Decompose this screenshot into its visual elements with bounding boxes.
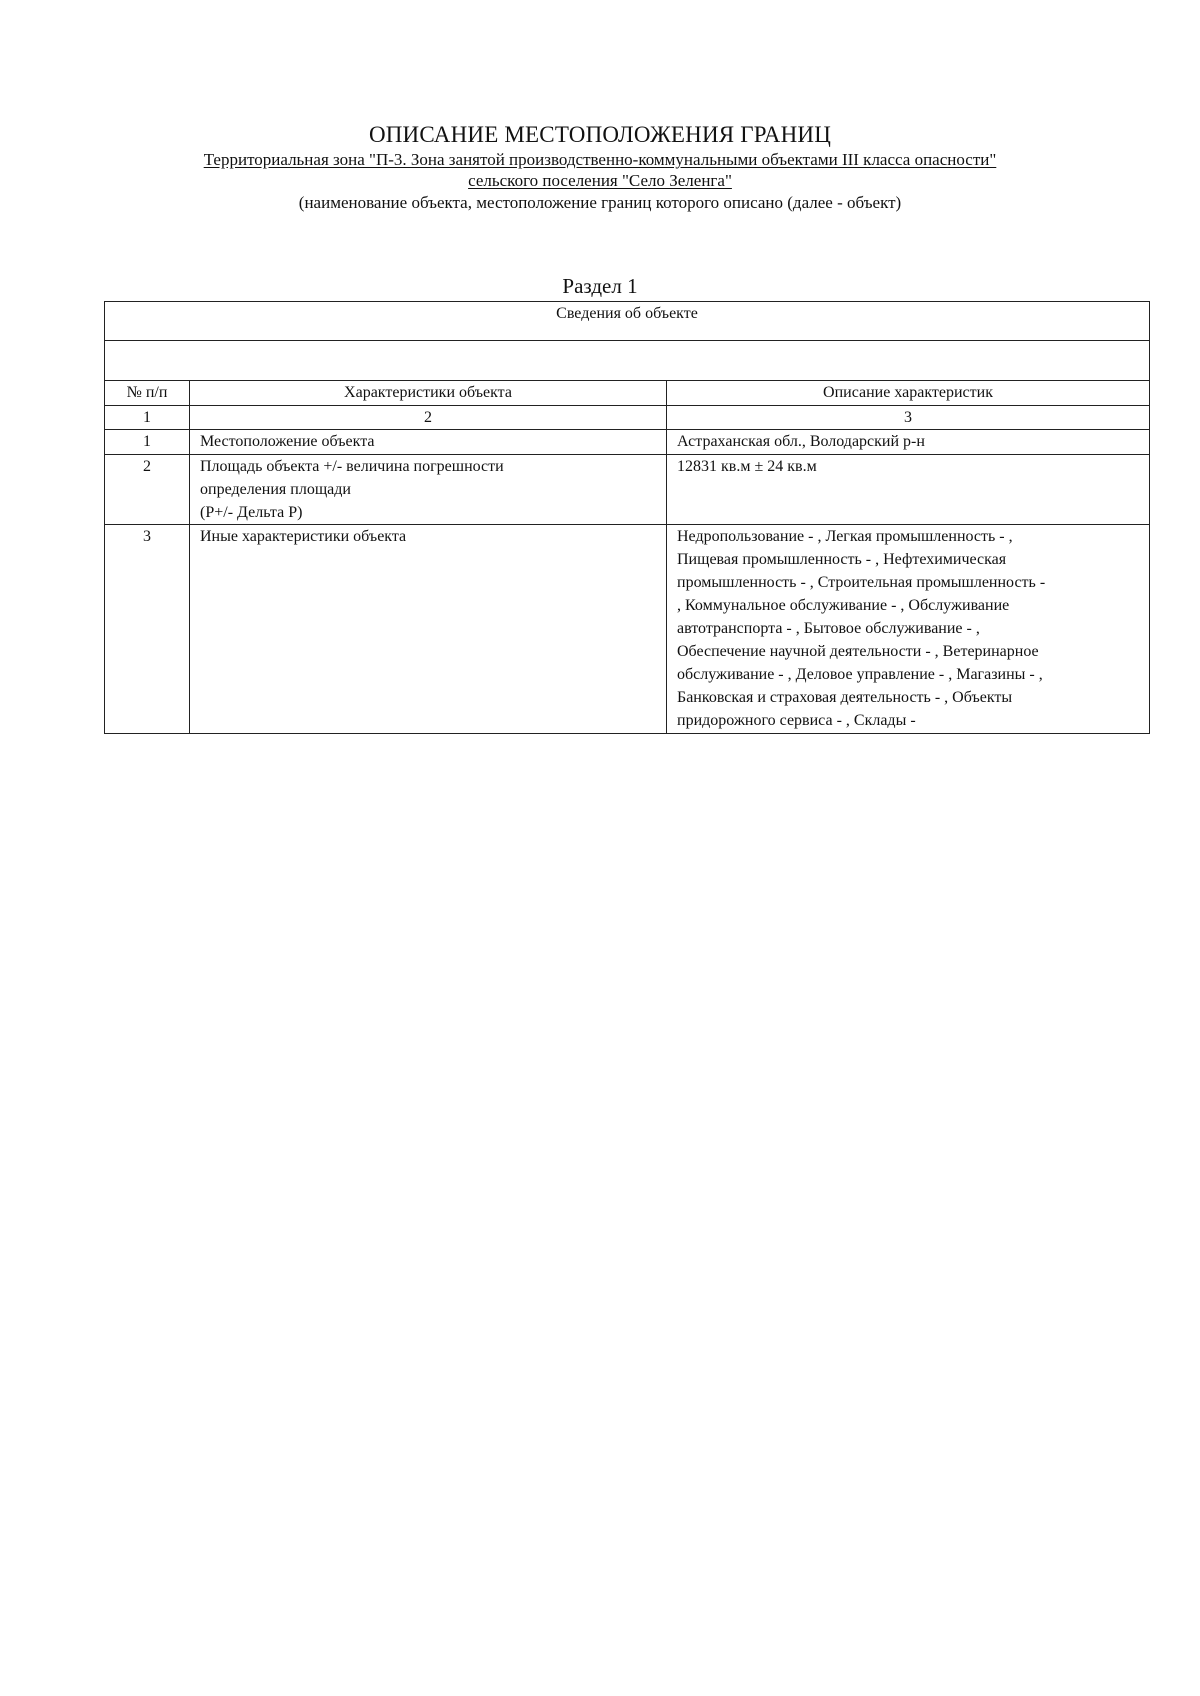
table-blank-row bbox=[105, 341, 1150, 381]
description-line: придорожного сервиса - , Склады - bbox=[677, 712, 916, 729]
column-number-1: 1 bbox=[105, 406, 190, 430]
row-description bbox=[667, 525, 1150, 734]
description-line: Банковская и страховая деятельность - , Объекты bbox=[677, 689, 1013, 706]
object-name-line-2: сельского поселения "Село Зеленга" bbox=[468, 171, 732, 190]
row-number: 2 bbox=[105, 455, 190, 525]
document-header bbox=[0, 121, 1200, 214]
table-row bbox=[105, 430, 1150, 455]
characteristic-line: (P+/- Дельта P) bbox=[200, 504, 303, 521]
column-number-3: 3 bbox=[667, 406, 1150, 430]
row-number: 3 bbox=[105, 525, 190, 734]
row-characteristic: Местоположение объекта bbox=[190, 430, 667, 455]
description-line: обслуживание - , Деловое управление - , Магазины - , bbox=[677, 666, 1043, 683]
characteristic-line: определения площади bbox=[200, 481, 351, 498]
table-row bbox=[105, 455, 1150, 525]
description-line: , Коммунальное обслуживание - , Обслуживание bbox=[677, 597, 1010, 614]
object-name-line-1: Территориальная зона "П-3. Зона занятой производственно-коммунальными объектами III класса опасности" bbox=[203, 150, 997, 169]
table-header-row bbox=[105, 381, 1150, 406]
table-title: Сведения об объекте bbox=[105, 302, 1150, 341]
characteristic-line: Площадь объекта +/- величина погрешности bbox=[200, 458, 504, 475]
column-header-number: № п/п bbox=[105, 381, 190, 406]
object-info-table bbox=[104, 301, 1150, 734]
description-line: Пищевая промышленность - , Нефтехимическая bbox=[677, 551, 1007, 568]
table-title-row bbox=[105, 302, 1150, 341]
column-header-characteristic: Характеристики объекта bbox=[190, 381, 667, 406]
object-name-caption: (наименование объекта, местоположение границ которого описано (далее - объект) bbox=[298, 193, 902, 212]
row-characteristic bbox=[190, 455, 667, 525]
section-title: Раздел 1 bbox=[562, 274, 638, 298]
description-line: Недропользование - , Легкая промышленность - , bbox=[677, 528, 1013, 545]
description-line: автотранспорта - , Бытовое обслуживание - , bbox=[677, 620, 980, 637]
row-characteristic: Иные характеристики объекта bbox=[190, 525, 667, 734]
column-number-row bbox=[105, 406, 1150, 430]
row-description: 12831 кв.м ± 24 кв.м bbox=[667, 455, 1150, 525]
description-line: Обеспечение научной деятельности - , Ветеринарное bbox=[677, 643, 1039, 660]
description-line: промышленность - , Строительная промышленность - bbox=[677, 574, 1046, 591]
table-row bbox=[105, 525, 1150, 734]
row-number: 1 bbox=[105, 430, 190, 455]
row-description: Астраханская обл., Володарский р-н bbox=[667, 430, 1150, 455]
document-title: ОПИСАНИЕ МЕСТОПОЛОЖЕНИЯ ГРАНИЦ bbox=[368, 122, 832, 147]
table-blank-cell bbox=[105, 341, 1150, 381]
column-header-description: Описание характеристик bbox=[667, 381, 1150, 406]
column-number-2: 2 bbox=[190, 406, 667, 430]
